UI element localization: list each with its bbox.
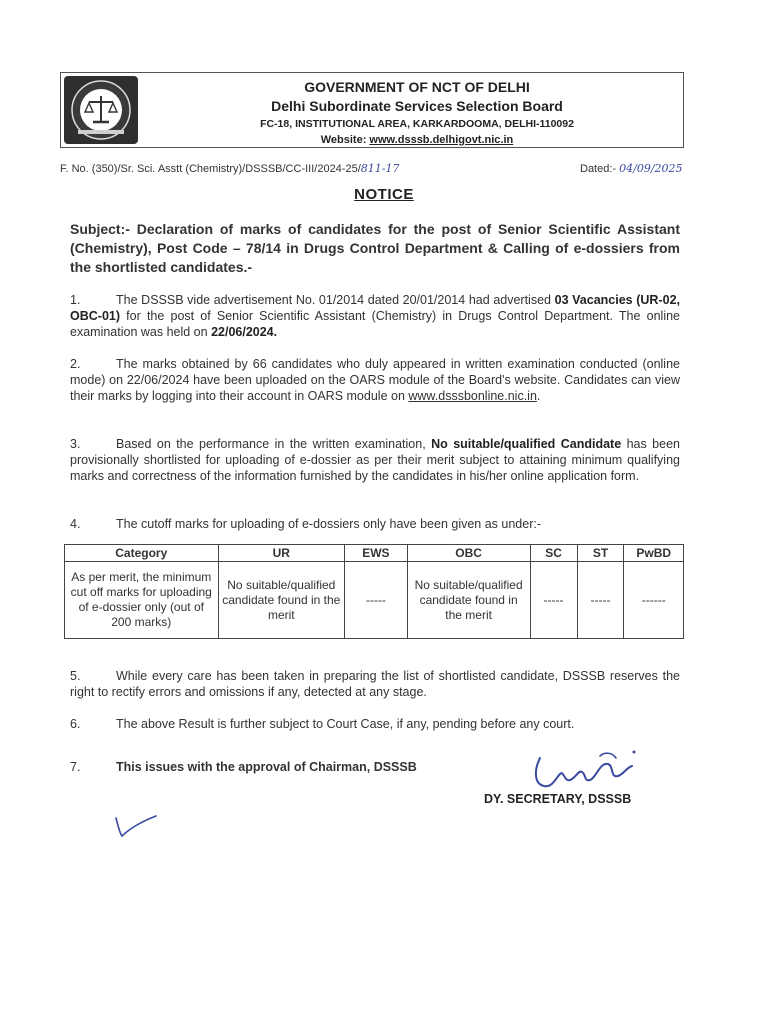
notice-title: NOTICE: [354, 186, 414, 203]
paragraph-number: 7.: [70, 760, 81, 774]
cell-category: As per merit, the minimum cut off marks for uploading of e-dossier only (out of 200 marks): [65, 562, 219, 639]
vacancies-highlight: 03 Vacancies (UR-02, OBC-01): [70, 293, 681, 323]
cell-ews: -----: [345, 562, 408, 639]
header-pwbd: PwBD: [624, 545, 684, 562]
dsssb-logo: [64, 76, 138, 144]
paragraph-number: 1.: [70, 293, 81, 307]
paragraph-text: Based on the performance in the written examination,: [116, 437, 432, 451]
board-address: FC-18, INSTITUTIONAL AREA, KARKARDOOMA, DELHI-110092: [260, 118, 574, 130]
header-ur: UR: [218, 545, 345, 562]
government-name: GOVERNMENT OF NCT OF DELHI: [304, 79, 530, 95]
file-number-printed: F. No. (350)/Sr. Sci. Asstt (Chemistry)/DSSSB/CC-III/2024-25/: [60, 163, 361, 175]
header-obc: OBC: [407, 545, 530, 562]
paragraph-4: [70, 516, 680, 532]
website-line: [150, 132, 684, 148]
checkmark-icon: [112, 812, 162, 842]
cell-obc: No suitable/qualified candidate found in the merit: [407, 562, 530, 639]
paragraph-number: 6.: [70, 717, 81, 731]
paragraph-text: .: [536, 389, 541, 403]
cell-pwbd: ------: [624, 562, 684, 639]
paragraph-text: The marks obtained by 66 candidates who duly appeared in written examination conducted (online mode) on 22/06/2024 have been uploaded on the OARS module of the Board's website. Candidates can view their marks by logging into their account in OARS module on: [70, 357, 680, 403]
dated-handwritten: 04/09/2025: [619, 162, 683, 175]
paragraph-text: The above Result is further subject to Court Case, if any, pending before any court.: [116, 717, 575, 731]
paragraph-2: [70, 356, 680, 404]
date-line: [580, 162, 683, 175]
paragraph-number: 5.: [70, 669, 81, 683]
subject-heading: Subject:- Declaration of marks of candidates for the post of Senior Scientific Assistant (Chemistry), Post Code – 78/14 in Drugs Control Department & Calling of e-dossiers from the shortlisted candidates.-: [70, 221, 680, 275]
board-name: Delhi Subordinate Services Selection Board: [271, 98, 563, 114]
letterhead-text: [150, 78, 684, 148]
signature-icon: [530, 748, 640, 796]
paragraph-text: has been provisionally shortlisted for uploading of e-dossier as per their merit subject to attaining minimum qualifying marks and correctness of the information furnished by the candidates in his/her online application form.: [70, 437, 680, 483]
paragraph-6: [70, 716, 680, 732]
table-header-row: [65, 545, 684, 562]
paragraph-3: [70, 436, 680, 484]
website-label: Website:: [320, 134, 367, 146]
header-category: Category: [65, 545, 219, 562]
cell-st: -----: [577, 562, 624, 639]
file-number-handwritten: 811-17: [360, 162, 400, 175]
website-link[interactable]: www.dsssb.delhigovt.nic.in: [369, 134, 514, 146]
cell-ur: No suitable/qualified candidate found in the merit: [218, 562, 345, 639]
paragraph-text: for the post of Senior Scientific Assistant (Chemistry) in Drugs Control Department. The online examination was held on: [70, 309, 680, 339]
no-candidate-highlight: No suitable/qualified Candidate: [431, 437, 622, 451]
header-ews: EWS: [345, 545, 408, 562]
paragraph-number: 2.: [70, 357, 81, 371]
paragraph-number: 3.: [70, 437, 81, 451]
paragraph-number: 4.: [70, 517, 81, 531]
scales-of-justice-emblem-icon: [64, 76, 138, 144]
paragraph-text: The DSSSB vide advertisement No. 01/2014 dated 20/01/2014 had advertised: [116, 293, 555, 307]
header-st: ST: [577, 545, 624, 562]
dated-label: Dated:-: [580, 163, 617, 175]
paragraph-1: [70, 292, 680, 340]
handwritten-tick: [112, 812, 162, 847]
paragraph-text: The cutoff marks for uploading of e-dossiers only have been given as under:-: [116, 517, 542, 531]
cell-sc: -----: [530, 562, 577, 639]
header-sc: SC: [530, 545, 577, 562]
cutoff-marks-table: [64, 544, 684, 639]
exam-date-highlight: 22/06/2024.: [211, 325, 278, 339]
table-row: [65, 562, 684, 639]
paragraph-text: While every care has been taken in preparing the list of shortlisted candidate, DSSSB reserves the right to rectify errors and omissions if any, detected at any stage.: [70, 669, 680, 699]
designation: DY. SECRETARY, DSSSB: [484, 792, 632, 806]
approval-text: This issues with the approval of Chairman, DSSSB: [116, 760, 417, 774]
file-number: [60, 162, 399, 175]
paragraph-5: [70, 668, 680, 700]
oars-link[interactable]: www.dsssbonline.nic.in: [408, 389, 537, 403]
